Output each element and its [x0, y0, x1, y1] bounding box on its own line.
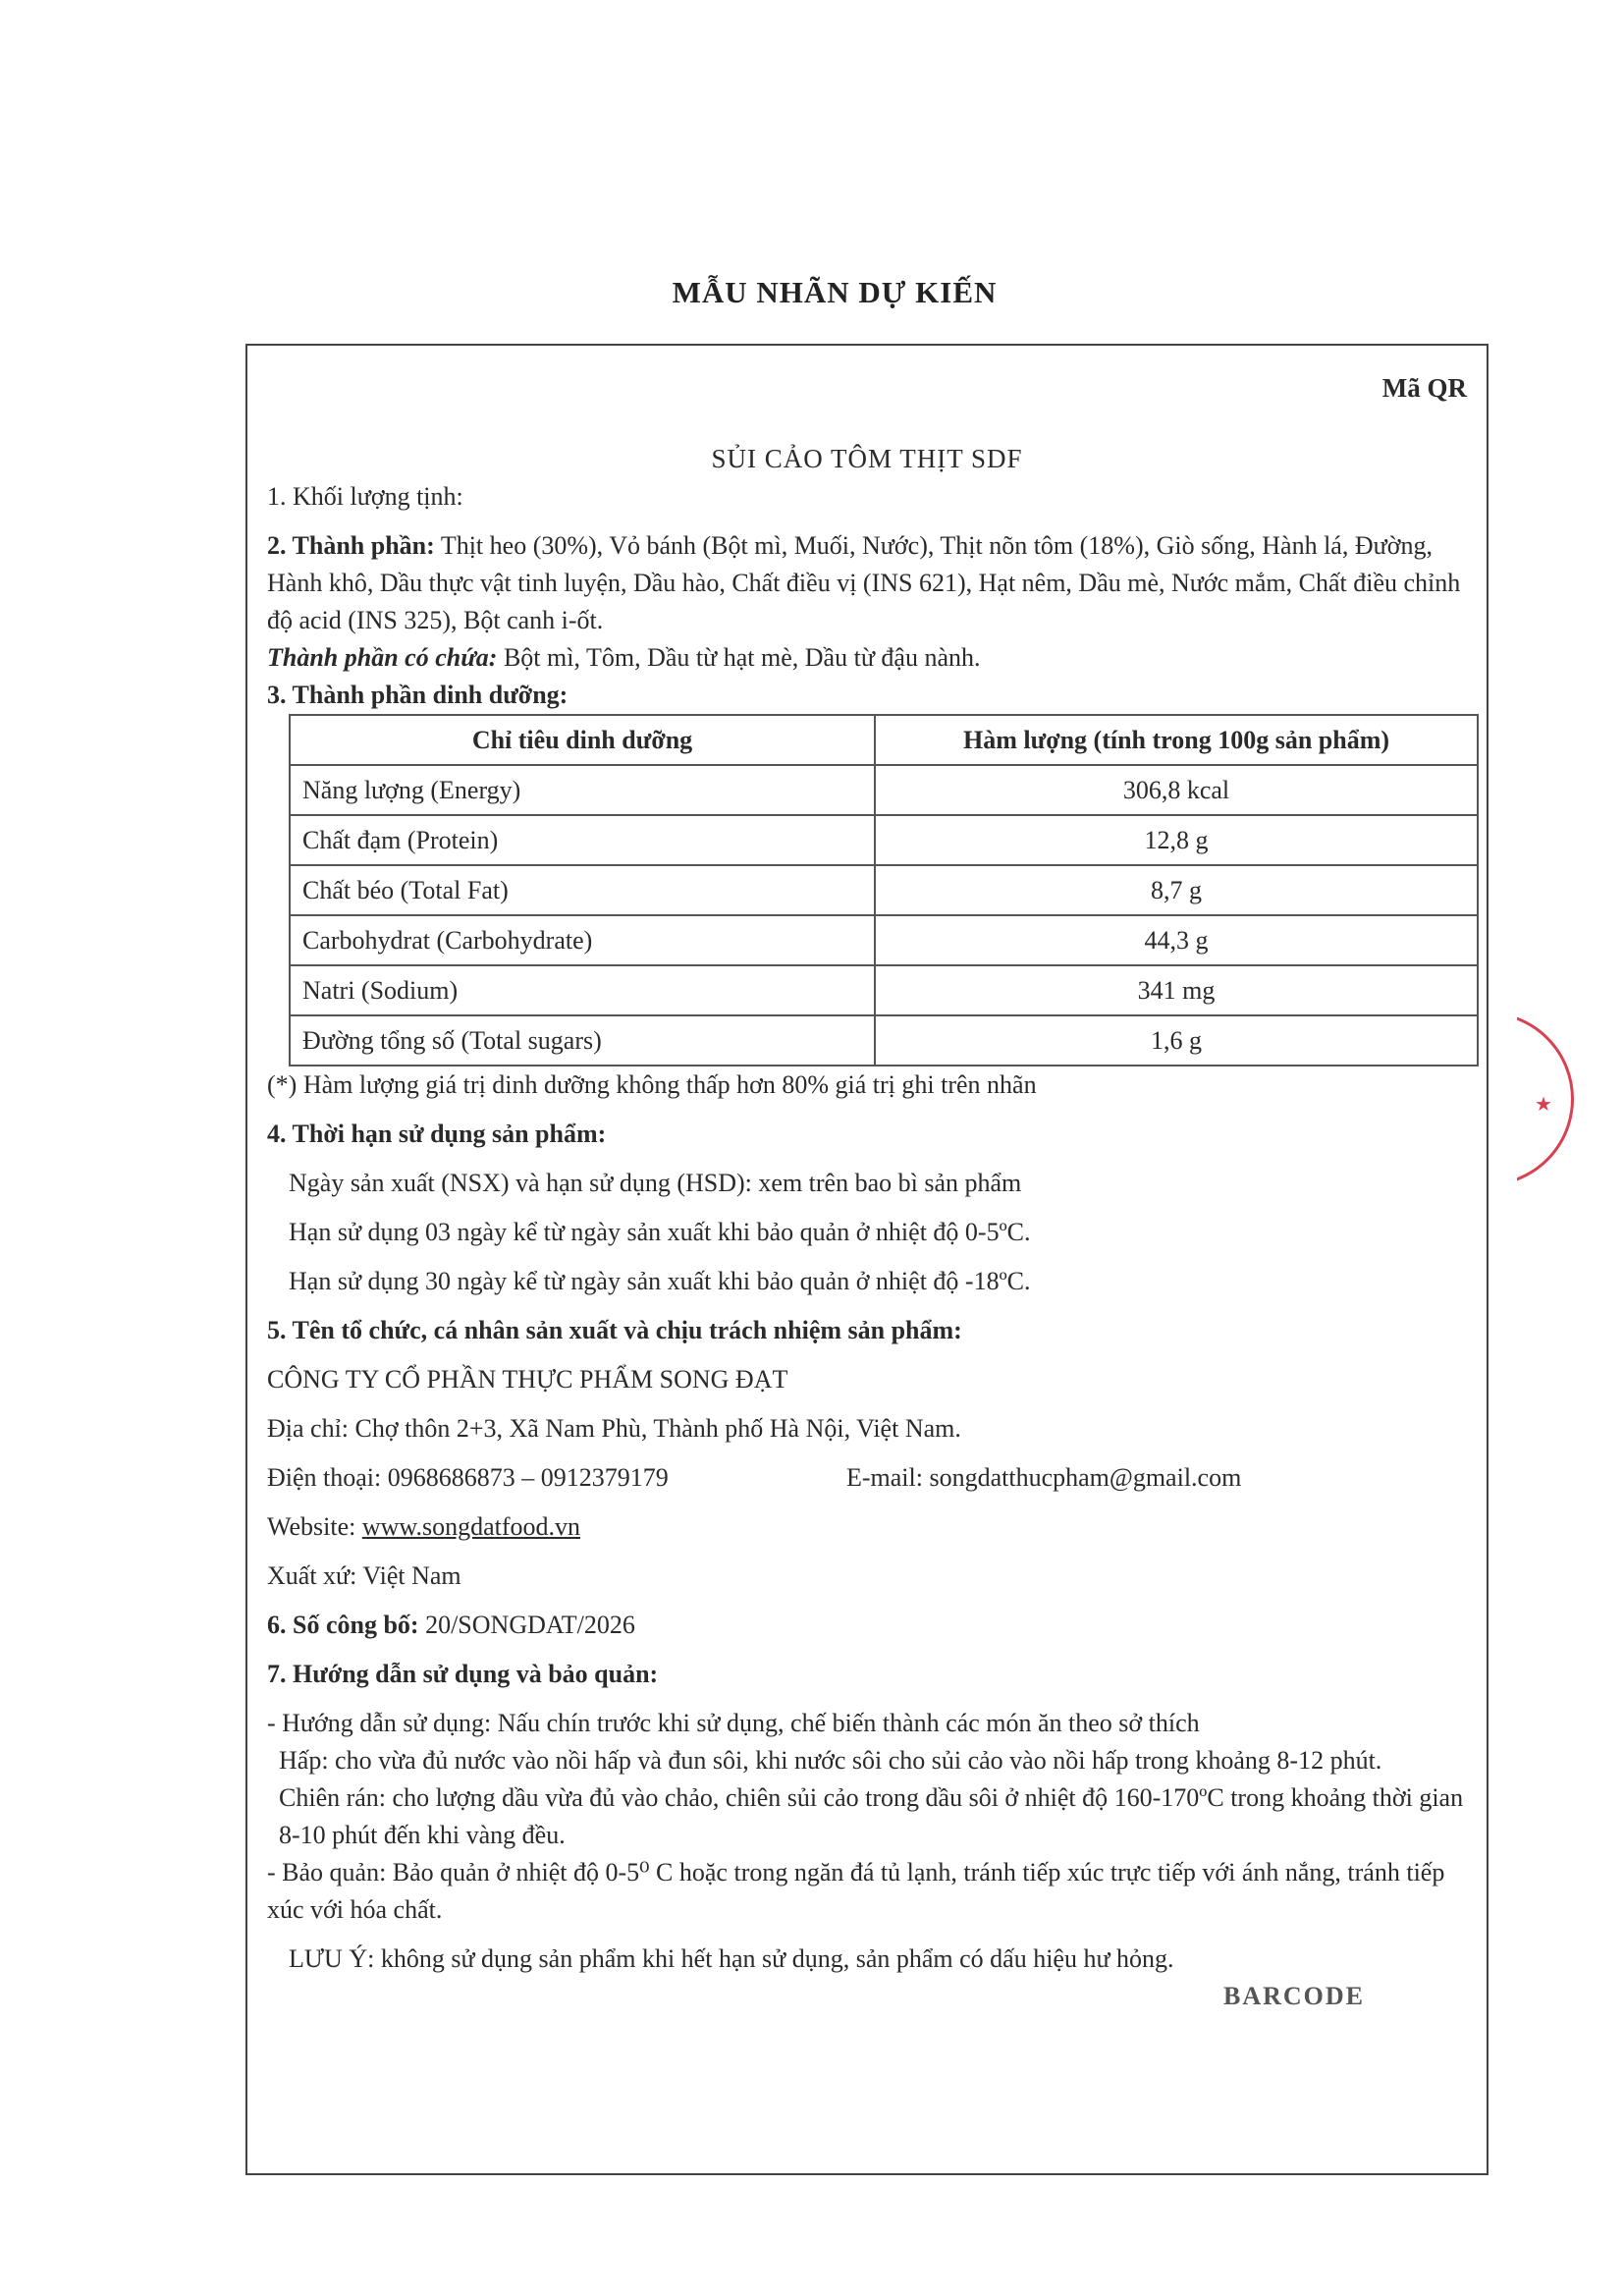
shelf-life-line: Ngày sản xuất (NSX) và hạn sử dụng (HSD): xem trên bao bì sản phẩm [289, 1169, 1022, 1197]
ingredients-label: 2. Thành phần: [267, 531, 435, 560]
allergen-text: Bột mì, Tôm, Dầu từ hạt mè, Dầu từ đậu nành. [503, 643, 981, 672]
nutrition-label: 3. Thành phần dinh dưỡng: [267, 681, 568, 709]
nutrient-name: Chất đạm (Protein) [290, 815, 875, 865]
usage-label: 7. Hướng dẫn sử dụng và bảo quản: [267, 1660, 659, 1688]
net-weight-label: 1. Khối lượng tịnh: [267, 482, 463, 511]
contact-line [267, 1459, 1473, 1497]
nutrient-value: 1,6 g [875, 1015, 1478, 1066]
nutrition-header-name: Chỉ tiêu dinh dưỡng [290, 715, 875, 765]
qr-code-placeholder: Mã QR [1381, 373, 1467, 403]
nutrition-header-row [290, 715, 1478, 765]
nutrient-name: Natri (Sodium) [290, 965, 875, 1015]
red-seal-stamp [1517, 1011, 1576, 1188]
ingredients-section [267, 527, 1473, 639]
usage-instruction: - Hướng dẫn sử dụng: Nấu chín trước khi sử dụng, chế biến thành các món ăn theo sở thích [267, 1709, 1200, 1737]
declaration-line [267, 1607, 1473, 1644]
shelf-life-label: 4. Thời hạn sử dụng sản phẩm: [267, 1120, 607, 1148]
website-link[interactable]: www.songdatfood.vn [361, 1512, 581, 1541]
table-row [290, 865, 1478, 915]
nutrient-name: Chất béo (Total Fat) [290, 865, 875, 915]
page-title: MẪU NHÃN DỰ KIẾN [672, 275, 998, 309]
manufacturer-label: 5. Tên tổ chức, cá nhân sản xuất và chịu trách nhiệm sản phẩm: [267, 1316, 962, 1344]
shelf-life-line: Hạn sử dụng 03 ngày kể từ ngày sản xuất khi bảo quản ở nhiệt độ 0-5ºC. [289, 1218, 1031, 1246]
nutrient-name: Năng lượng (Energy) [290, 765, 875, 815]
nutrition-table [289, 714, 1479, 1066]
table-row [290, 765, 1478, 815]
nutrient-name: Đường tổng số (Total sugars) [290, 1015, 875, 1066]
nutrient-value: 12,8 g [875, 815, 1478, 865]
declaration-number: 20/SONGDAT/2026 [418, 1611, 635, 1639]
usage-warning: LƯU Ý: không sử dụng sản phẩm khi hết hạn sử dụng, sản phẩm có dấu hiệu hư hỏng. [289, 1944, 1174, 1973]
nutrient-value: 8,7 g [875, 865, 1478, 915]
nutrient-name: Carbohydrat (Carbohydrate) [290, 915, 875, 965]
company-name: CÔNG TY CỔ PHẦN THỰC PHẨM SONG ĐẠT [267, 1365, 788, 1394]
table-row [290, 965, 1478, 1015]
table-row [290, 915, 1478, 965]
label-content [267, 478, 1473, 2015]
nutrient-value: 306,8 kcal [875, 765, 1478, 815]
nutrient-value: 44,3 g [875, 915, 1478, 965]
table-row [290, 815, 1478, 865]
product-name: SỦI CẢO TÔM THỊT SDF [711, 444, 1023, 473]
shelf-life-line: Hạn sử dụng 30 ngày kể từ ngày sản xuất khi bảo quản ở nhiệt độ -18ºC. [289, 1267, 1031, 1295]
usage-frying: Chiên rán: cho lượng dầu vừa đủ vào chảo, chiên sủi cảo trong dầu sôi ở nhiệt độ 160-170ºC trong khoảng thời gian 8-10 phút đến khi vàng đều. [279, 1783, 1464, 1849]
company-address: Địa chỉ: Chợ thôn 2+3, Xã Nam Phù, Thành phố Hà Nội, Việt Nam. [267, 1414, 961, 1443]
company-email: E-mail: songdatthucpham@gmail.com [846, 1463, 1242, 1492]
barcode-placeholder: BARCODE [1222, 1982, 1365, 2010]
usage-steaming: Hấp: cho vừa đủ nước vào nồi hấp và đun sôi, khi nước sôi cho sủi cảo vào nồi hấp trong khoảng 8-12 phút. [279, 1746, 1382, 1775]
label-frame [245, 344, 1489, 2175]
nutrition-note: (*) Hàm lượng giá trị dinh dưỡng không thấp hơn 80% giá trị ghi trên nhãn [267, 1070, 1037, 1099]
website-label: Website: [267, 1512, 362, 1541]
website-line [267, 1508, 1473, 1546]
allergen-label: Thành phần có chứa: [267, 643, 498, 672]
origin: Xuất xứ: Việt Nam [267, 1561, 461, 1590]
ingredients-text: Thịt heo (30%), Vỏ bánh (Bột mì, Muối, Nước), Thịt nõn tôm (18%), Giò sống, Hành lá, Đường, Hành khô, Dầu thực vật tinh luyện, Dầu hào, Chất điều vị (INS 621), Hạt nêm, Dầu mè, Nước mắm, Chất điều chỉnh độ acid (INS 325), Bột canh i-ốt. [267, 531, 1461, 634]
usage-storage: - Bảo quản: Bảo quản ở nhiệt độ 0-5⁰ C hoặc trong ngăn đá tủ lạnh, tránh tiếp xúc trực tiếp với ánh nắng, tránh tiếp xúc với hóa chất. [267, 1858, 1445, 1924]
seal-star-icon: ★ [1535, 1094, 1552, 1116]
nutrition-header-value: Hàm lượng (tính trong 100g sản phẩm) [875, 715, 1478, 765]
declaration-label: 6. Số công bố: [267, 1611, 419, 1639]
nutrient-value: 341 mg [875, 965, 1478, 1015]
table-row [290, 1015, 1478, 1066]
allergen-section [267, 639, 1473, 677]
company-phone: Điện thoại: 0968686873 – 0912379179 [267, 1463, 669, 1492]
